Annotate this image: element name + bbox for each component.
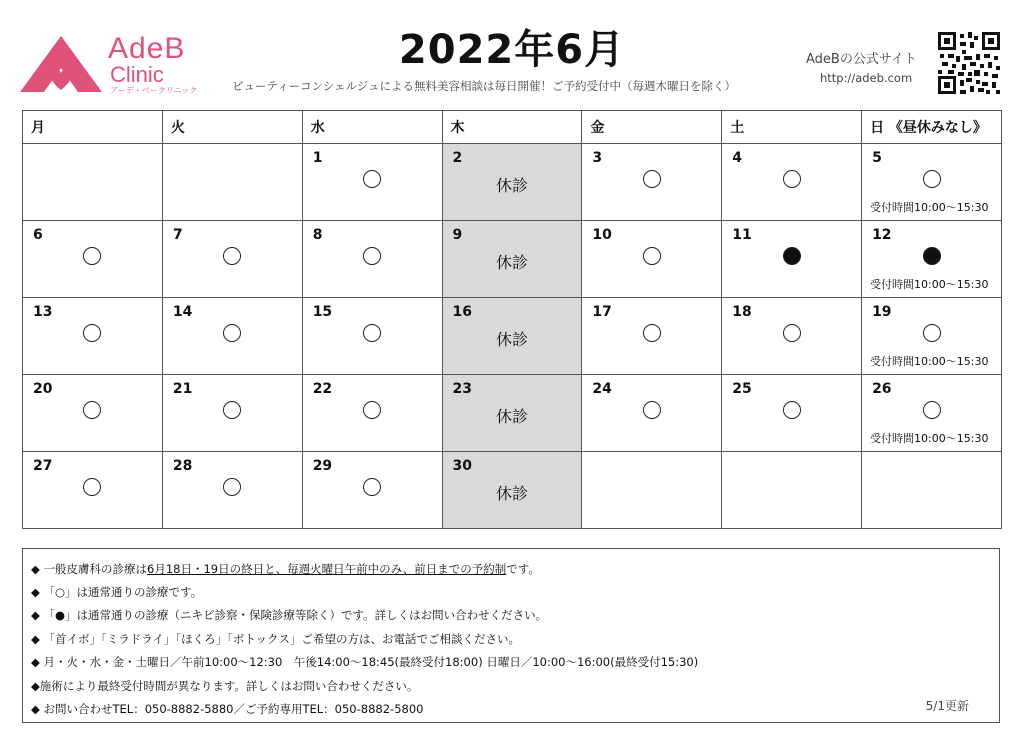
calendar-day-cell[interactable]: [582, 144, 722, 221]
note-open-circle: ◆ 「○」は通常通りの診療です。: [31, 585, 203, 599]
calendar-day-cell[interactable]: [862, 375, 1002, 452]
weekday-header-row: [23, 111, 1002, 144]
calendar-day-cell[interactable]: [162, 452, 302, 529]
open-circle-icon: [223, 478, 241, 496]
page-title: 2022年6月: [398, 27, 626, 73]
day-number: 18: [732, 304, 752, 320]
weekday-thu: 木: [442, 111, 582, 144]
calendar-day-cell: [582, 452, 722, 529]
calendar-day-cell[interactable]: [582, 221, 722, 298]
calendar-day-cell[interactable]: [302, 221, 442, 298]
calendar-day-cell[interactable]: [722, 144, 862, 221]
open-circle-icon: [783, 170, 801, 188]
sunday-hours: 受付時間10:00～15:30: [870, 355, 989, 368]
closed-label: 休診: [495, 330, 528, 349]
day-number: 11: [732, 227, 752, 243]
note-dermatology-underlined: 6月18日・19日の終日と、毎週火曜日午前中のみ、前日までの予約制: [147, 562, 507, 576]
day-number: 1: [312, 150, 323, 166]
day-number: 3: [592, 150, 603, 166]
open-circle-icon: [223, 324, 241, 342]
day-number: 19: [872, 304, 892, 320]
open-circle-icon: [363, 247, 381, 265]
calendar-week-row: [23, 298, 1002, 375]
day-number: 21: [172, 381, 193, 397]
official-site-label: AdeBの公式サイト: [806, 52, 917, 67]
note-dermatology: [31, 561, 540, 577]
day-number: 20: [33, 381, 53, 397]
calendar-week-row: [23, 144, 1002, 221]
day-number: 24: [592, 381, 612, 397]
calendar-day-cell[interactable]: [302, 452, 442, 529]
weekday-wed: 水: [302, 111, 442, 144]
day-number: 25: [732, 381, 752, 397]
filled-circle-icon: [783, 247, 801, 265]
day-number: 23: [452, 381, 473, 397]
closed-label: 休診: [495, 484, 528, 503]
calendar-day-cell[interactable]: [582, 375, 722, 452]
site-url[interactable]: http://adeb.com: [820, 71, 913, 85]
updated-date: 5/1更新: [925, 699, 969, 713]
calendar-day-cell[interactable]: [442, 144, 582, 221]
open-circle-icon: [923, 324, 941, 342]
calendar-day-cell[interactable]: [582, 298, 722, 375]
day-number: 26: [872, 381, 892, 397]
calendar-day-cell[interactable]: [442, 298, 582, 375]
note-hours: ◆ 月・火・水・金・土曜日／午前10:00～12:30 午後14:00～18:45(最終受付18:00) 日曜日／10:00～16:00(最終受付15:30): [31, 655, 699, 669]
weekday-sun: 日 《昼休みなし》: [862, 111, 1002, 144]
open-circle-icon: [643, 170, 661, 188]
note-treatments: ◆ 「首イボ」「ミラドライ」「ほくろ」「ボトックス」ご希望の方は、お電話でご相談ください。: [31, 632, 520, 646]
day-number: 14: [172, 304, 193, 320]
day-number: 2: [452, 150, 463, 166]
logo-text-kana: アーデ・ベークリニック: [110, 86, 198, 95]
open-circle-icon: [923, 401, 941, 419]
weekday-tue: 火: [162, 111, 302, 144]
calendar-day-cell[interactable]: [442, 221, 582, 298]
open-circle-icon: [923, 170, 941, 188]
day-number: 6: [33, 227, 43, 243]
calendar-body: [23, 144, 1002, 529]
calendar-day-cell: [162, 144, 302, 221]
sunday-hours: 受付時間10:00～15:30: [870, 432, 989, 445]
day-number: 27: [33, 458, 53, 474]
day-number: 7: [172, 227, 183, 243]
note-contact-tel: ◆ お問い合わせTEL：050-8882-5880／ご予約専用TEL：050-8882-5800: [31, 702, 424, 716]
calendar-day-cell[interactable]: [302, 375, 442, 452]
calendar-day-cell[interactable]: [862, 221, 1002, 298]
calendar-day-cell: [722, 452, 862, 529]
logo-text-adeb: AdeB: [108, 32, 186, 65]
open-circle-icon: [643, 247, 661, 265]
open-circle-icon: [363, 324, 381, 342]
calendar-day-cell[interactable]: [442, 452, 582, 529]
day-number: 22: [312, 381, 333, 397]
logo-text-clinic: Clinic: [110, 62, 164, 87]
open-circle-icon: [223, 247, 241, 265]
sunday-hours: 受付時間10:00～15:30: [870, 201, 989, 214]
day-number: 30: [452, 458, 473, 474]
calendar-day-cell[interactable]: [23, 452, 163, 529]
calendar-day-cell[interactable]: [23, 298, 163, 375]
open-circle-icon: [83, 247, 101, 265]
calendar-table: [22, 110, 1002, 529]
calendar-day-cell[interactable]: [23, 375, 163, 452]
open-circle-icon: [363, 478, 381, 496]
closed-label: 休診: [495, 253, 528, 272]
calendar-day-cell[interactable]: [862, 144, 1002, 221]
day-number: 13: [33, 304, 53, 320]
calendar-day-cell[interactable]: [722, 298, 862, 375]
calendar-day-cell[interactable]: [162, 375, 302, 452]
weekday-sat: 土: [722, 111, 862, 144]
day-number: 15: [312, 304, 333, 320]
calendar-day-cell[interactable]: [23, 221, 163, 298]
note-dermatology-pre: ◆ 一般皮膚科の診療は: [31, 562, 147, 576]
qr-code-icon[interactable]: [936, 30, 1002, 96]
day-number: 10: [592, 227, 612, 243]
day-number: 16: [452, 304, 473, 320]
open-circle-icon: [783, 401, 801, 419]
calendar-week-row: [23, 375, 1002, 452]
open-circle-icon: [783, 324, 801, 342]
day-number: 9: [452, 227, 463, 243]
calendar-week-row: [23, 221, 1002, 298]
closed-label: 休診: [495, 176, 528, 195]
calendar-day-cell: [862, 452, 1002, 529]
sunday-hours: 受付時間10:00～15:30: [870, 278, 989, 291]
day-number: 28: [172, 458, 193, 474]
open-circle-icon: [643, 324, 661, 342]
calendar-day-cell: [23, 144, 163, 221]
open-circle-icon: [223, 401, 241, 419]
calendar-day-cell[interactable]: [162, 298, 302, 375]
day-number: 12: [872, 227, 892, 243]
day-number: 4: [732, 150, 742, 166]
weekday-fri: 金: [582, 111, 722, 144]
note-last-reception: ◆施術により最終受付時間が異なります。詳しくはお問い合わせください。: [31, 679, 419, 693]
calendar-week-row: [23, 452, 1002, 529]
calendar-day-cell[interactable]: [862, 298, 1002, 375]
day-number: 29: [312, 458, 333, 474]
day-number: 5: [872, 150, 882, 166]
calendar-day-cell[interactable]: [722, 221, 862, 298]
tagline: ビューティーコンシェルジュによる無料美容相談は毎日開催！ご予約受付中（毎週木曜日を除く）: [232, 79, 737, 93]
open-circle-icon: [363, 401, 381, 419]
open-circle-icon: [643, 401, 661, 419]
note-dermatology-post: です。: [506, 562, 540, 576]
open-circle-icon: [83, 401, 101, 419]
weekday-mon: 月: [23, 111, 163, 144]
day-number: 17: [592, 304, 612, 320]
filled-circle-icon: [923, 247, 941, 265]
calendar-day-cell[interactable]: [722, 375, 862, 452]
calendar-day-cell[interactable]: [302, 144, 442, 221]
calendar-day-cell[interactable]: [442, 375, 582, 452]
day-number: 8: [312, 227, 323, 243]
calendar-day-cell[interactable]: [302, 298, 442, 375]
closed-label: 休診: [495, 407, 528, 426]
notes-box: [22, 548, 1000, 723]
note-filled-circle: ◆ 「●」は通常通りの診療（ニキビ診察・保険診療等除く）です。詳しくはお問い合わせください。: [31, 608, 548, 622]
open-circle-icon: [83, 324, 101, 342]
open-circle-icon: [83, 478, 101, 496]
open-circle-icon: [363, 170, 381, 188]
calendar-day-cell[interactable]: [162, 221, 302, 298]
